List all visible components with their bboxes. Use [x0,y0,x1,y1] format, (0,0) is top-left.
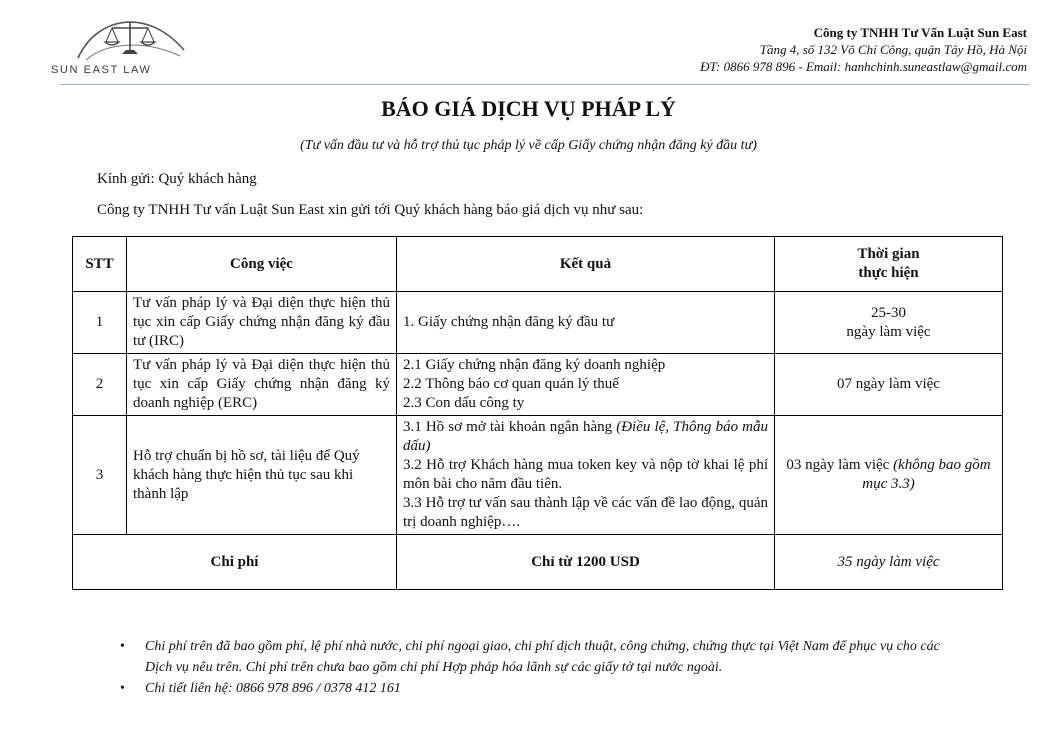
row-time [775,416,1003,535]
note-text: Chi tiết liên hệ: 0866 978 896 / 0378 412 161 [145,681,401,696]
result-item [403,418,768,456]
list-item [120,636,950,678]
header-stt: STT [73,237,127,292]
company-contact: ĐT: 0866 978 896 - Email: hanhchinh.suneastlaw@gmail.com [700,59,1027,74]
row-time [775,292,1003,354]
notes-list [120,636,950,699]
result-item: 2.2 Thông báo cơ quan quản lý thuế [403,376,619,392]
bullet-icon: • [120,639,125,654]
document-title: BÁO GIÁ DỊCH VỤ PHÁP LÝ [381,96,676,121]
bullet-icon: • [120,681,125,696]
time-main: 03 ngày làm việc [786,457,894,473]
table-row [73,292,1003,354]
total-time: 35 ngày làm việc [775,535,1003,590]
company-address: Tầng 4, số 132 Võ Chí Công, quận Tây Hồ, Hà Nội [759,42,1027,57]
company-name: Công ty TNHH Tư Vấn Luật Sun East [813,25,1027,40]
time-line2: ngày làm việc [846,323,931,340]
row-stt: 2 [73,354,127,416]
header-time [775,237,1003,292]
total-price: Chỉ từ 1200 USD [397,535,775,590]
row-time: 07 ngày làm việc [775,354,1003,416]
row-work: Hỗ trợ chuẩn bị hồ sơ, tài liệu để Quý khách hàng thực hiện thủ tục sau khi thành lập [127,416,397,535]
list-item [120,678,950,699]
row-result [397,416,775,535]
row-result [397,354,775,416]
result-item: 1. Giấy chứng nhận đăng ký đầu tư [403,314,615,330]
table-header-row [73,237,1003,292]
time-note: (không bao gồm mục 3.3) [862,457,991,492]
logo-text: SUN EAST LAW [51,64,152,76]
row-work: Tư vấn pháp lý và Đại diện thực hiện thủ tục xin cấp Giấy chứng nhận đăng ký đầu tư (IRC) [127,292,397,354]
document-subtitle: (Tư vấn đầu tư và hỗ trợ thủ tục pháp lý về cấp Giấy chứng nhận đăng ký đầu tư) [300,138,757,153]
result-item-main: 3.1 Hồ sơ mở tài khoản ngân hàng [403,419,617,435]
table-total-row [73,535,1003,590]
note-text: Chi phí trên đã bao gồm phí, lệ phí nhà nước, chi phí ngoại giao, chi phí dịch thuật, công chứng, chứng thực tại Việt Nam để phục vụ cho các Dịch vụ nêu trên. Chi phí trên chưa bao gồm chi phí Hợp pháp hóa lãnh sự các giấy tờ tại nước ngoài. [145,639,940,675]
total-label: Chi phí [73,535,397,590]
scales-of-justice-icon [76,12,186,64]
row-stt: 3 [73,416,127,535]
row-result [397,292,775,354]
intro-paragraph: Công ty TNHH Tư vấn Luật Sun East xin gửi tới Quý khách hàng báo giá dịch vụ như sau: [97,202,644,218]
time-line1: 25-30 [871,304,906,321]
header-time-line1: Thời gian [857,246,920,262]
header-divider [60,84,1030,85]
result-item: 3.2 Hỗ trợ Khách hàng mua token key và nộp tờ khai lệ phí môn bài cho năm đầu tiên. [403,457,768,492]
greeting: Kính gửi: Quý khách hàng [97,171,257,187]
header-work: Công việc [127,237,397,292]
result-item-note: (Điều lệ, Thông báo mẫu dấu) [403,419,768,454]
company-header [700,24,1027,75]
company-logo [48,12,188,78]
row-stt: 1 [73,292,127,354]
result-item: 3.3 Hỗ trợ tư vấn sau thành lập về các vấn đề lao động, quản trị doanh nghiệp…. [403,495,768,530]
result-item: 2.3 Con dấu công ty [403,395,525,411]
header-time-line2: thực hiện [858,265,919,281]
result-item: 2.1 Giấy chứng nhận đăng ký doanh nghiệp [403,357,666,373]
table-row [73,354,1003,416]
header-result: Kết quả [397,237,775,292]
table-row [73,416,1003,535]
row-work: Tư vấn pháp lý và Đại diện thực hiện thủ tục xin cấp Giấy chứng nhận đăng ký doanh nghiệp (ERC) [127,354,397,416]
quote-table [72,236,1003,590]
